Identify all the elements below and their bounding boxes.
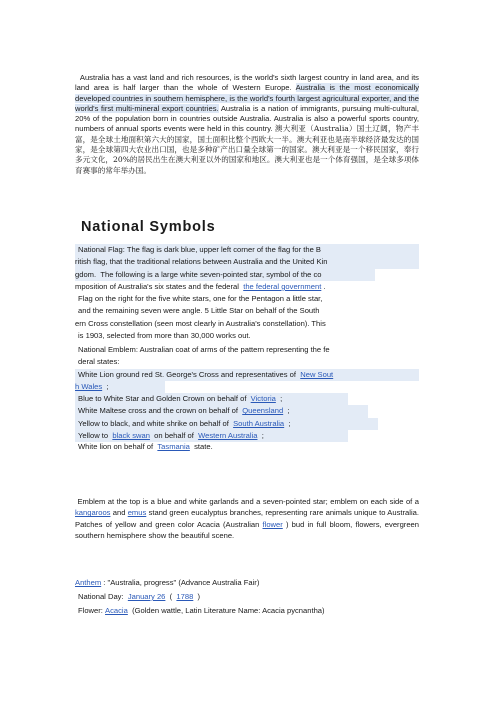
link-victoria[interactable]: Victoria (250, 394, 276, 404)
link-tasmania[interactable]: Tasmania (157, 442, 190, 452)
emblem-line: National Emblem: Australian coat of arms of the pattern representing the fe (78, 345, 330, 354)
flag-line: ern Cross constellation (seen most clearly in Australia's constellation). This (75, 318, 326, 328)
flag-line: is 1903, selected from more than 30,000 works out. (78, 331, 251, 341)
intro-chinese-text: 澳大利亚（Australia）国土辽阔，物产丰富，是全球土地面积第六大的国家，国土面积比整个西欧大一半。澳大利亚也是南半球经济最发达的国家，是全球第四大农业出口国，也是多种矿产出口量全球第一的国家。澳大利亚是一个移民国家，奉行多元文化，20%的居民出生在澳大利亚以外的国家和地区。澳大利亚也是一个体育强国，是全球多项体育赛事的常年举办国。 (75, 124, 419, 175)
link-western-australia[interactable]: Western Australia (198, 431, 258, 441)
anthem-line: Anthem : "Australia, progress" (Advance Australia Fair) (75, 578, 260, 587)
flag-line: Flag on the right for the five white stars, one for the Pentagon a little star, (78, 294, 323, 304)
link-flower[interactable]: flower (262, 519, 283, 529)
flag-line: and the remaining seven were angle. 5 Little Star on behalf of the South (78, 306, 320, 316)
flower-line: Flower: Acacia (Golden wattle, Latin Literature Name: Acacia pycnantha) (78, 606, 325, 615)
intro-sentence-land: Australia has a vast land and rich resources, is the world's sixth largest country in land area, and its land area is half larger than the whole of Western Europe. (75, 73, 419, 93)
facts-section (75, 576, 419, 618)
flag-section (75, 244, 419, 342)
link-new-south-wales-cont[interactable]: h Wales (75, 381, 103, 391)
link-anthem[interactable]: Anthem (75, 578, 102, 587)
link-emus[interactable]: emus (127, 508, 147, 518)
emblem-description: Emblem at the top is a blue and white garlands and a seven-pointed star; emblem on each side of a kangaroos and emus stand green eucalyptus branches, representing rare animals unique to Australia. Patches of yellow and green color Acacia (Australian flower ) bud in full bloom, flowers, evergreen southern hemisphere show the beautiful scene. (75, 497, 419, 541)
emblem-line: White Maltese cross and the crown on behalf of Queensland ; (75, 405, 368, 417)
emblem-line: Blue to White Star and Golden Crown on behalf of Victoria ; (75, 393, 348, 405)
emblem-line: White Lion ground red St. George's Cross and representatives of New Sout (75, 369, 419, 381)
flag-line: gdom. The following is a large white seven-pointed star, symbol of the co (75, 269, 375, 281)
section-heading: National Symbols (81, 219, 216, 235)
intro-sentence-economy: Australia is the most economically developed countries in southern hemisphere, is the world's fourth largest agricultural exporter, and the world's first multi-mineral export countries. (75, 83, 419, 113)
link-1788[interactable]: 1788 (176, 592, 194, 601)
link-queensland[interactable]: Queensland (242, 406, 284, 416)
flag-line: National Flag: The flag is dark blue, upper left corner of the flag for the B (75, 244, 419, 256)
intro-sentence-immigrants: Australia is a nation of immigrants, pursuing multi-cultural, 20% of the population born in countries outside Australia. Australia is also a powerful sports country, numbers of annual sports events were held in this country. (75, 103, 419, 134)
link-january-26[interactable]: January 26 (127, 592, 166, 601)
emblem-line: White lion on behalf of Tasmania state. (78, 442, 213, 452)
link-south-australia[interactable]: South Australia (233, 418, 285, 428)
link-federal-government[interactable]: the federal government (243, 281, 322, 291)
link-kangaroos[interactable]: kangaroos (75, 508, 111, 518)
emblem-line: Yellow to black swan on behalf of Western Australia ; (75, 430, 348, 442)
flag-line: ritish flag, that the traditional relations between Australia and the United Kin (75, 256, 419, 268)
emblem-line: h Wales ; (75, 381, 165, 393)
link-new-south-wales[interactable]: New Sout (300, 369, 334, 379)
emblem-line: Yellow to black, and white shrike on behalf of South Australia ; (75, 418, 378, 430)
link-acacia[interactable]: Acacia (105, 606, 128, 615)
emblem-line: deral states: (78, 357, 120, 367)
flag-line: mposition of Australia's six states and the federal the federal government . (75, 281, 326, 291)
link-black-swan[interactable]: black swan (112, 431, 150, 441)
intro-paragraph (75, 73, 419, 176)
national-day-line: National Day: January 26 ( 1788 ) (78, 592, 201, 601)
emblem-section (75, 344, 419, 452)
